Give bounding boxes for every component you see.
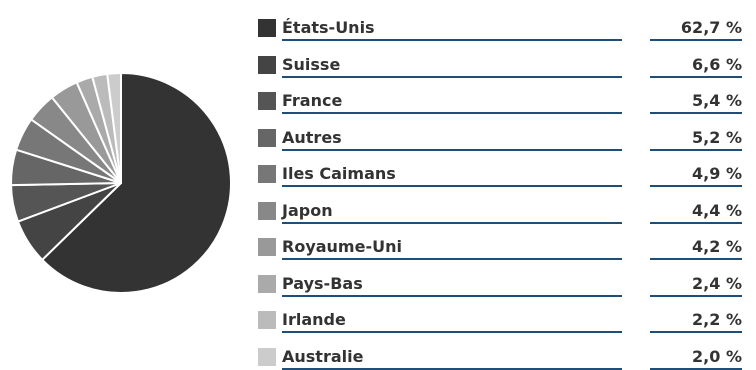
legend-label-underline	[282, 39, 622, 41]
legend-label-underline	[282, 258, 622, 260]
legend-value: 2,2 %	[692, 310, 742, 329]
legend-value: 4,9 %	[692, 164, 742, 183]
legend-value-underline	[650, 185, 742, 187]
legend-swatch	[258, 165, 276, 183]
legend-swatch	[258, 311, 276, 329]
legend-label: États-Unis	[282, 18, 375, 37]
legend-value: 2,4 %	[692, 273, 742, 293]
legend-value: 62,7 %	[680, 18, 742, 37]
legend-label: France	[282, 91, 343, 110]
legend-swatch	[258, 238, 276, 256]
legend-swatch	[258, 348, 276, 366]
legend-label-underline	[282, 368, 622, 370]
legend-swatch	[258, 56, 276, 74]
legend-swatch	[258, 19, 276, 37]
legend-swatch	[258, 275, 276, 293]
legend-value-underline	[650, 368, 742, 370]
legend-label: Pays-Bas	[282, 273, 363, 293]
legend-value-underline	[650, 295, 742, 297]
legend-label-underline	[282, 76, 622, 78]
legend-label: Iles Caimans	[282, 164, 396, 183]
legend-label: Irlande	[282, 310, 346, 329]
legend-value-underline	[650, 258, 742, 260]
legend-value: 2,0 %	[692, 346, 742, 366]
legend-value-underline	[650, 222, 742, 224]
legend-value-underline	[650, 112, 742, 114]
legend-label: Suisse	[282, 54, 341, 74]
legend-value: 6,6 %	[692, 54, 742, 74]
legend-value: 5,2 %	[692, 127, 742, 147]
legend-label: Royaume-Uni	[282, 237, 402, 256]
legend-value-underline	[650, 331, 742, 333]
legend-value-underline	[650, 149, 742, 151]
legend-label-underline	[282, 331, 622, 333]
legend-value: 5,4 %	[692, 91, 742, 110]
legend-label-underline	[282, 149, 622, 151]
legend-label-underline	[282, 112, 622, 114]
legend-label-underline	[282, 185, 622, 187]
legend-label: Autres	[282, 127, 342, 147]
legend-value: 4,4 %	[692, 200, 742, 220]
legend-label-underline	[282, 222, 622, 224]
legend-label: Japon	[282, 200, 333, 220]
legend-swatch	[258, 129, 276, 147]
legend-label-underline	[282, 295, 622, 297]
legend-swatch	[258, 202, 276, 220]
legend-swatch	[258, 92, 276, 110]
legend-value-underline	[650, 39, 742, 41]
legend-label: Australie	[282, 346, 364, 366]
legend-value: 4,2 %	[692, 237, 742, 256]
legend-value-underline	[650, 76, 742, 78]
